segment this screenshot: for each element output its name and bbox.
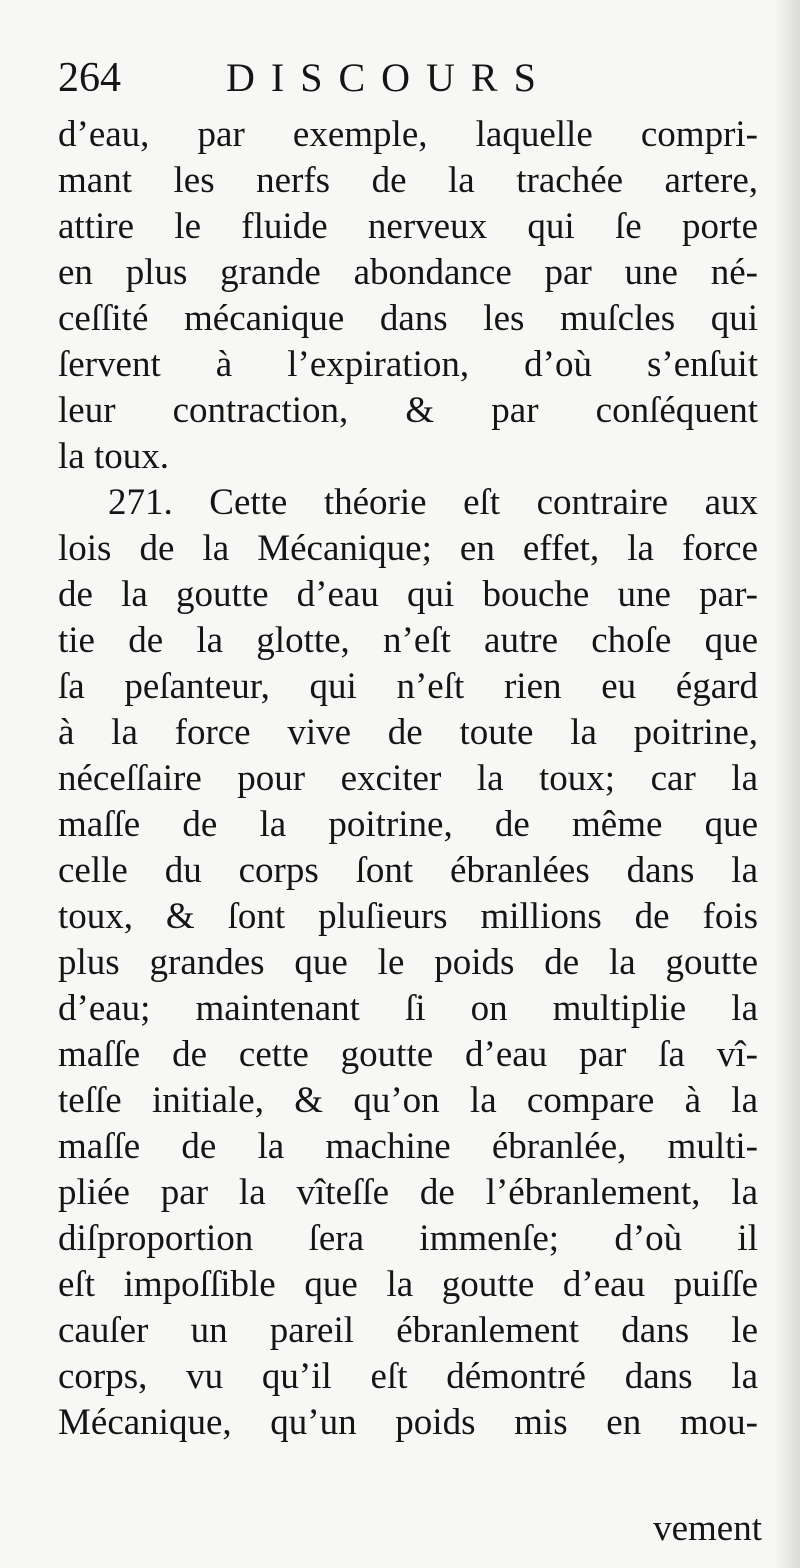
page-number: 264	[58, 55, 121, 101]
text-line: eſt impoſſible que la goutte d’eau puiſſe	[58, 1264, 758, 1305]
text-line: ceſſité mécanique dans les muſcles qui	[58, 298, 758, 339]
page-header	[58, 52, 658, 104]
text-line: maſſe de cette goutte d’eau par ſa vî-	[58, 1034, 758, 1075]
text-line: pliée par la vîteſſe de l’ébranlement, la	[58, 1172, 758, 1213]
text-line: teſſe initiale, & qu’on la compare à la	[58, 1080, 758, 1121]
body-text	[58, 112, 758, 1446]
text-line: tie de la glotte, n’eſt autre choſe que	[58, 620, 758, 661]
page-edge-shadow	[774, 0, 800, 1568]
text-line: ſa peſanteur, qui n’eſt rien eu égard	[58, 666, 758, 707]
paragraph-start-line: 271. Cette théorie eſt contraire aux	[108, 482, 758, 523]
text-line: Mécanique, qu’un poids mis en mou-	[58, 1402, 758, 1443]
text-line: la toux.	[58, 436, 169, 477]
text-line: diſproportion ſera immenſe; d’où il	[58, 1218, 758, 1259]
text-line: maſſe de la poitrine, de même que	[58, 804, 758, 845]
text-line: mant les nerfs de la trachée artere,	[58, 160, 758, 201]
text-line: corps, vu qu’il eſt démontré dans la	[58, 1356, 758, 1397]
text-line: celle du corps ſont ébranlées dans la	[58, 850, 758, 891]
text-line: cauſer un pareil ébranlement dans le	[58, 1310, 758, 1351]
text-line: à la force vive de toute la poitrine,	[58, 712, 758, 753]
text-line: ſervent à l’expiration, d’où s’enſuit	[58, 344, 758, 385]
text-line: lois de la Mécanique; en effet, la force	[58, 528, 758, 569]
catchword: vement	[653, 1508, 762, 1549]
text-line: leur contraction, & par conſéquent	[58, 390, 758, 431]
text-line: maſſe de la machine ébranlée, multi-	[58, 1126, 758, 1167]
text-line: attire le fluide nerveux qui ſe porte	[58, 206, 758, 247]
text-line: en plus grande abondance par une né-	[58, 252, 758, 293]
text-line: d’eau; maintenant ſi on multiplie la	[58, 988, 758, 1029]
text-line: de la goutte d’eau qui bouche une par-	[58, 574, 758, 615]
text-line: plus grandes que le poids de la goutte	[58, 942, 758, 983]
text-line: toux, & ſont pluſieurs millions de fois	[58, 896, 758, 937]
running-head: DISCOURS	[226, 55, 552, 100]
text-line: d’eau, par exemple, laquelle compri-	[58, 114, 758, 155]
text-line: néceſſaire pour exciter la toux; car la	[58, 758, 758, 799]
